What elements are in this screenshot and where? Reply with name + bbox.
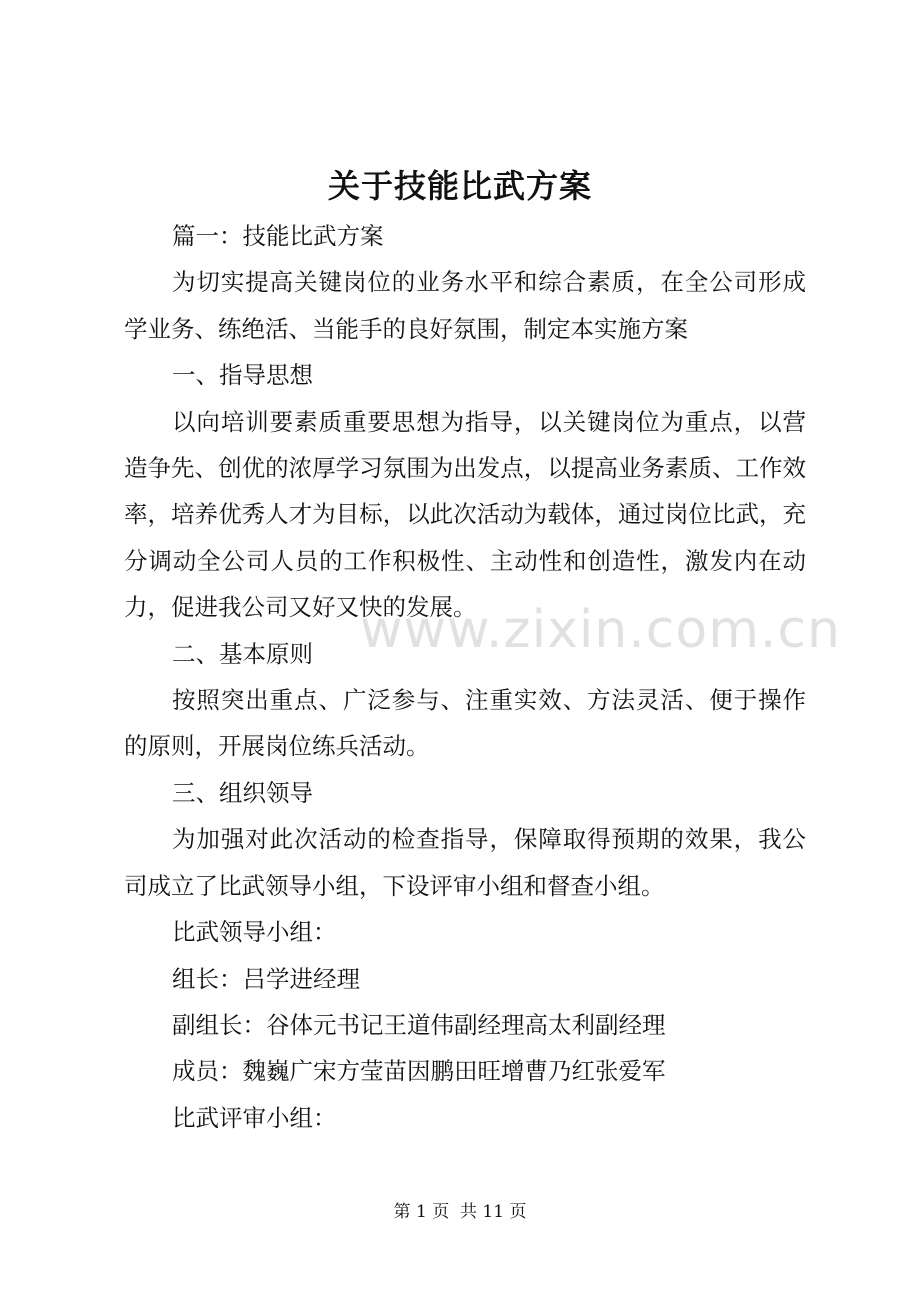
members-line: 成员：魏巍广宋方莹苗因鹏田旺增曹乃红张爱军 bbox=[172, 1057, 666, 1086]
section-heading-part1: 篇一：技能比武方案 bbox=[172, 222, 384, 250]
total-prefix: 共 bbox=[460, 1202, 477, 1222]
page-number: 1 bbox=[415, 1202, 427, 1222]
section-heading-organization: 三、组织领导 bbox=[172, 778, 313, 807]
section-heading-guiding-ideology: 一、指导思想 bbox=[172, 361, 313, 390]
group-leader-line: 组长：吕学进经理 bbox=[172, 964, 360, 993]
organization-paragraph: 为加强对此次活动的检查指导，保障取得预期的效果，我公司成立了比武领导小组，下设评审小组和督查小组。 bbox=[124, 825, 806, 900]
section-heading-basic-principles: 二、基本原则 bbox=[172, 639, 313, 668]
basic-principles-paragraph: 按照突出重点、广泛参与、注重实效、方法灵活、便于操作的原则，开展岗位练兵活动。 bbox=[124, 686, 806, 761]
leadership-group-label: 比武领导小组： bbox=[172, 918, 337, 947]
guiding-ideology-paragraph: 以向培训要素质重要思想为指导，以关键岗位为重点，以营造争先、创优的浓厚学习氛围为出发点，以提高业务素质、工作效率，培养优秀人才为目标，以此次活动为载体，通过岗位比武，充分调动全公司人员的工作积极性、主动性和创造性，激发内在动力，促进我公司又好又快的发展。 bbox=[124, 407, 806, 622]
watermark-text: www.zixin.com.cn bbox=[360, 600, 841, 660]
page-footer bbox=[0, 1198, 920, 1226]
intro-paragraph: 为切实提高关键岗位的业务水平和综合素质，在全公司形成学业务、练绝活、当能手的良好氛围，制定本实施方案 bbox=[124, 268, 806, 343]
total-suffix: 页 bbox=[509, 1202, 527, 1222]
deputy-leader-line: 副组长：谷体元书记王道伟副经理高太利副经理 bbox=[172, 1010, 666, 1039]
document-title: 关于技能比武方案 bbox=[327, 167, 592, 205]
review-group-label: 比武评审小组： bbox=[172, 1103, 337, 1132]
document-body bbox=[124, 213, 806, 1141]
total-pages: 11 bbox=[482, 1202, 505, 1222]
page-prefix: 第 bbox=[393, 1202, 411, 1222]
page-suffix: 页 bbox=[432, 1202, 450, 1222]
